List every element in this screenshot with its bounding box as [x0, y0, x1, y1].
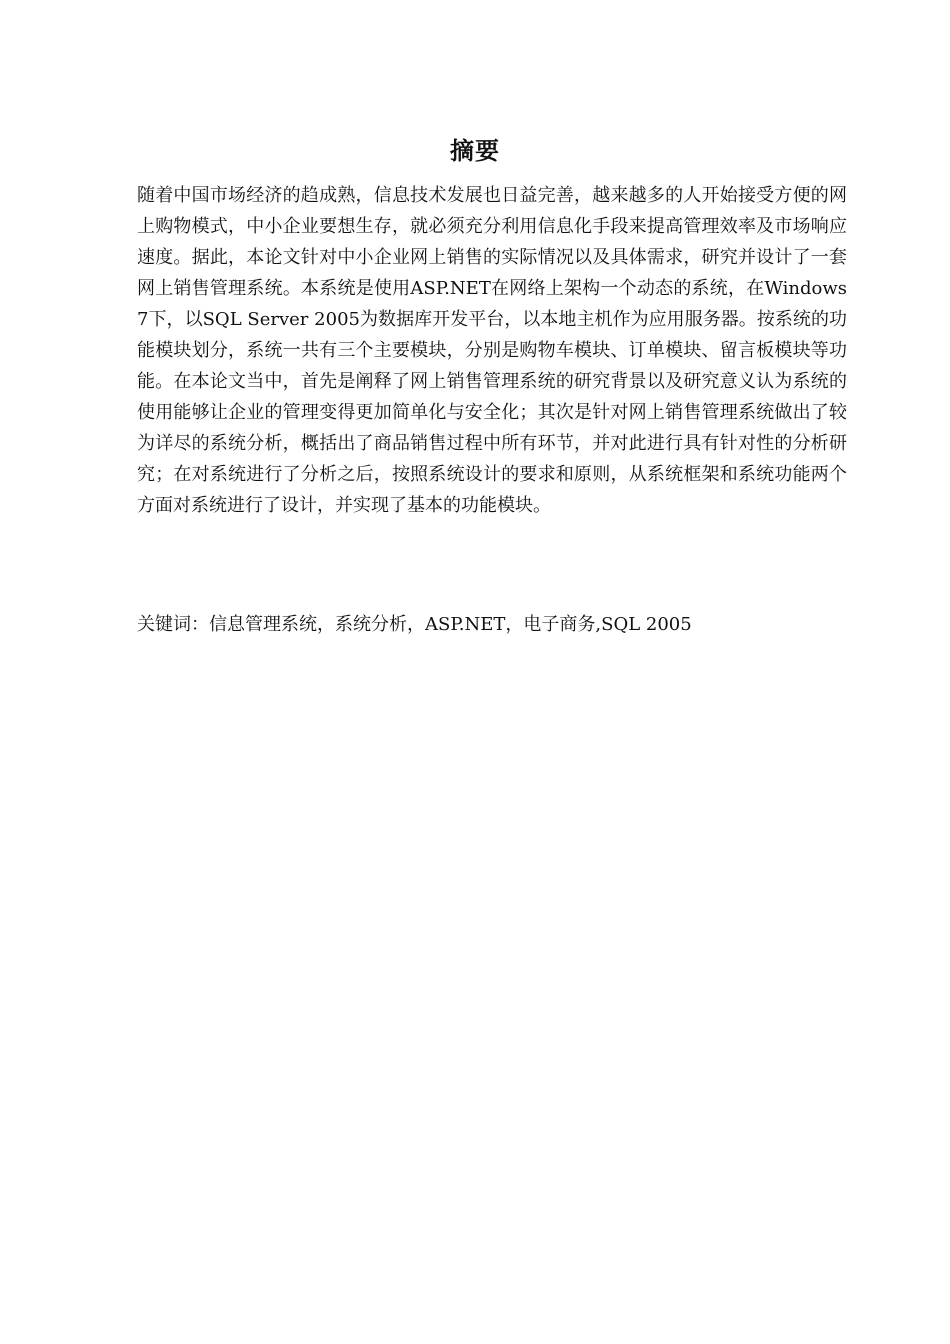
abstract-title: 摘要 — [450, 137, 500, 165]
abstract-body: 随着中国市场经济的趋成熟，信息技术发展也日益完善，越来越多的人开始接受方便的网上购物模式，中小企业要想生存，就必须充分利用信息化手段来提高管理效率及市场响应速度。据此，本论文针对中小企业网上销售的实际情况以及具体需求，研究并设计了一套网上销售管理系统。本系统是使用ASP.NET在网络上架构一个动态的系统，在Windows 7下，以SQL Server 2005为数据库开发平台，以本地主机作为应用服务器。按系统的功能模块划分，系统一共有三个主要模块，分别是购物车模块、订单模块、留言板模块等功能。在本论文当中，首先是阐释了网上销售管理系统的研究背景以及研究意义认为系统的使用能够让企业的管理变得更加简单化与安全化；其次是针对网上销售管理系统做出了较为详尽的系统分析，概括出了商品销售过程中所有环节，并对此进行具有针对性的分析研究；在对系统进行了分析之后，按照系统设计的要求和原则，从系统框架和系统功能两个方面对系统进行了设计，并实现了基本的功能模块。 — [137, 185, 847, 516]
keywords-line: 关键词：信息管理系统，系统分析，ASP.NET，电子商务,SQL 2005 — [137, 614, 692, 635]
